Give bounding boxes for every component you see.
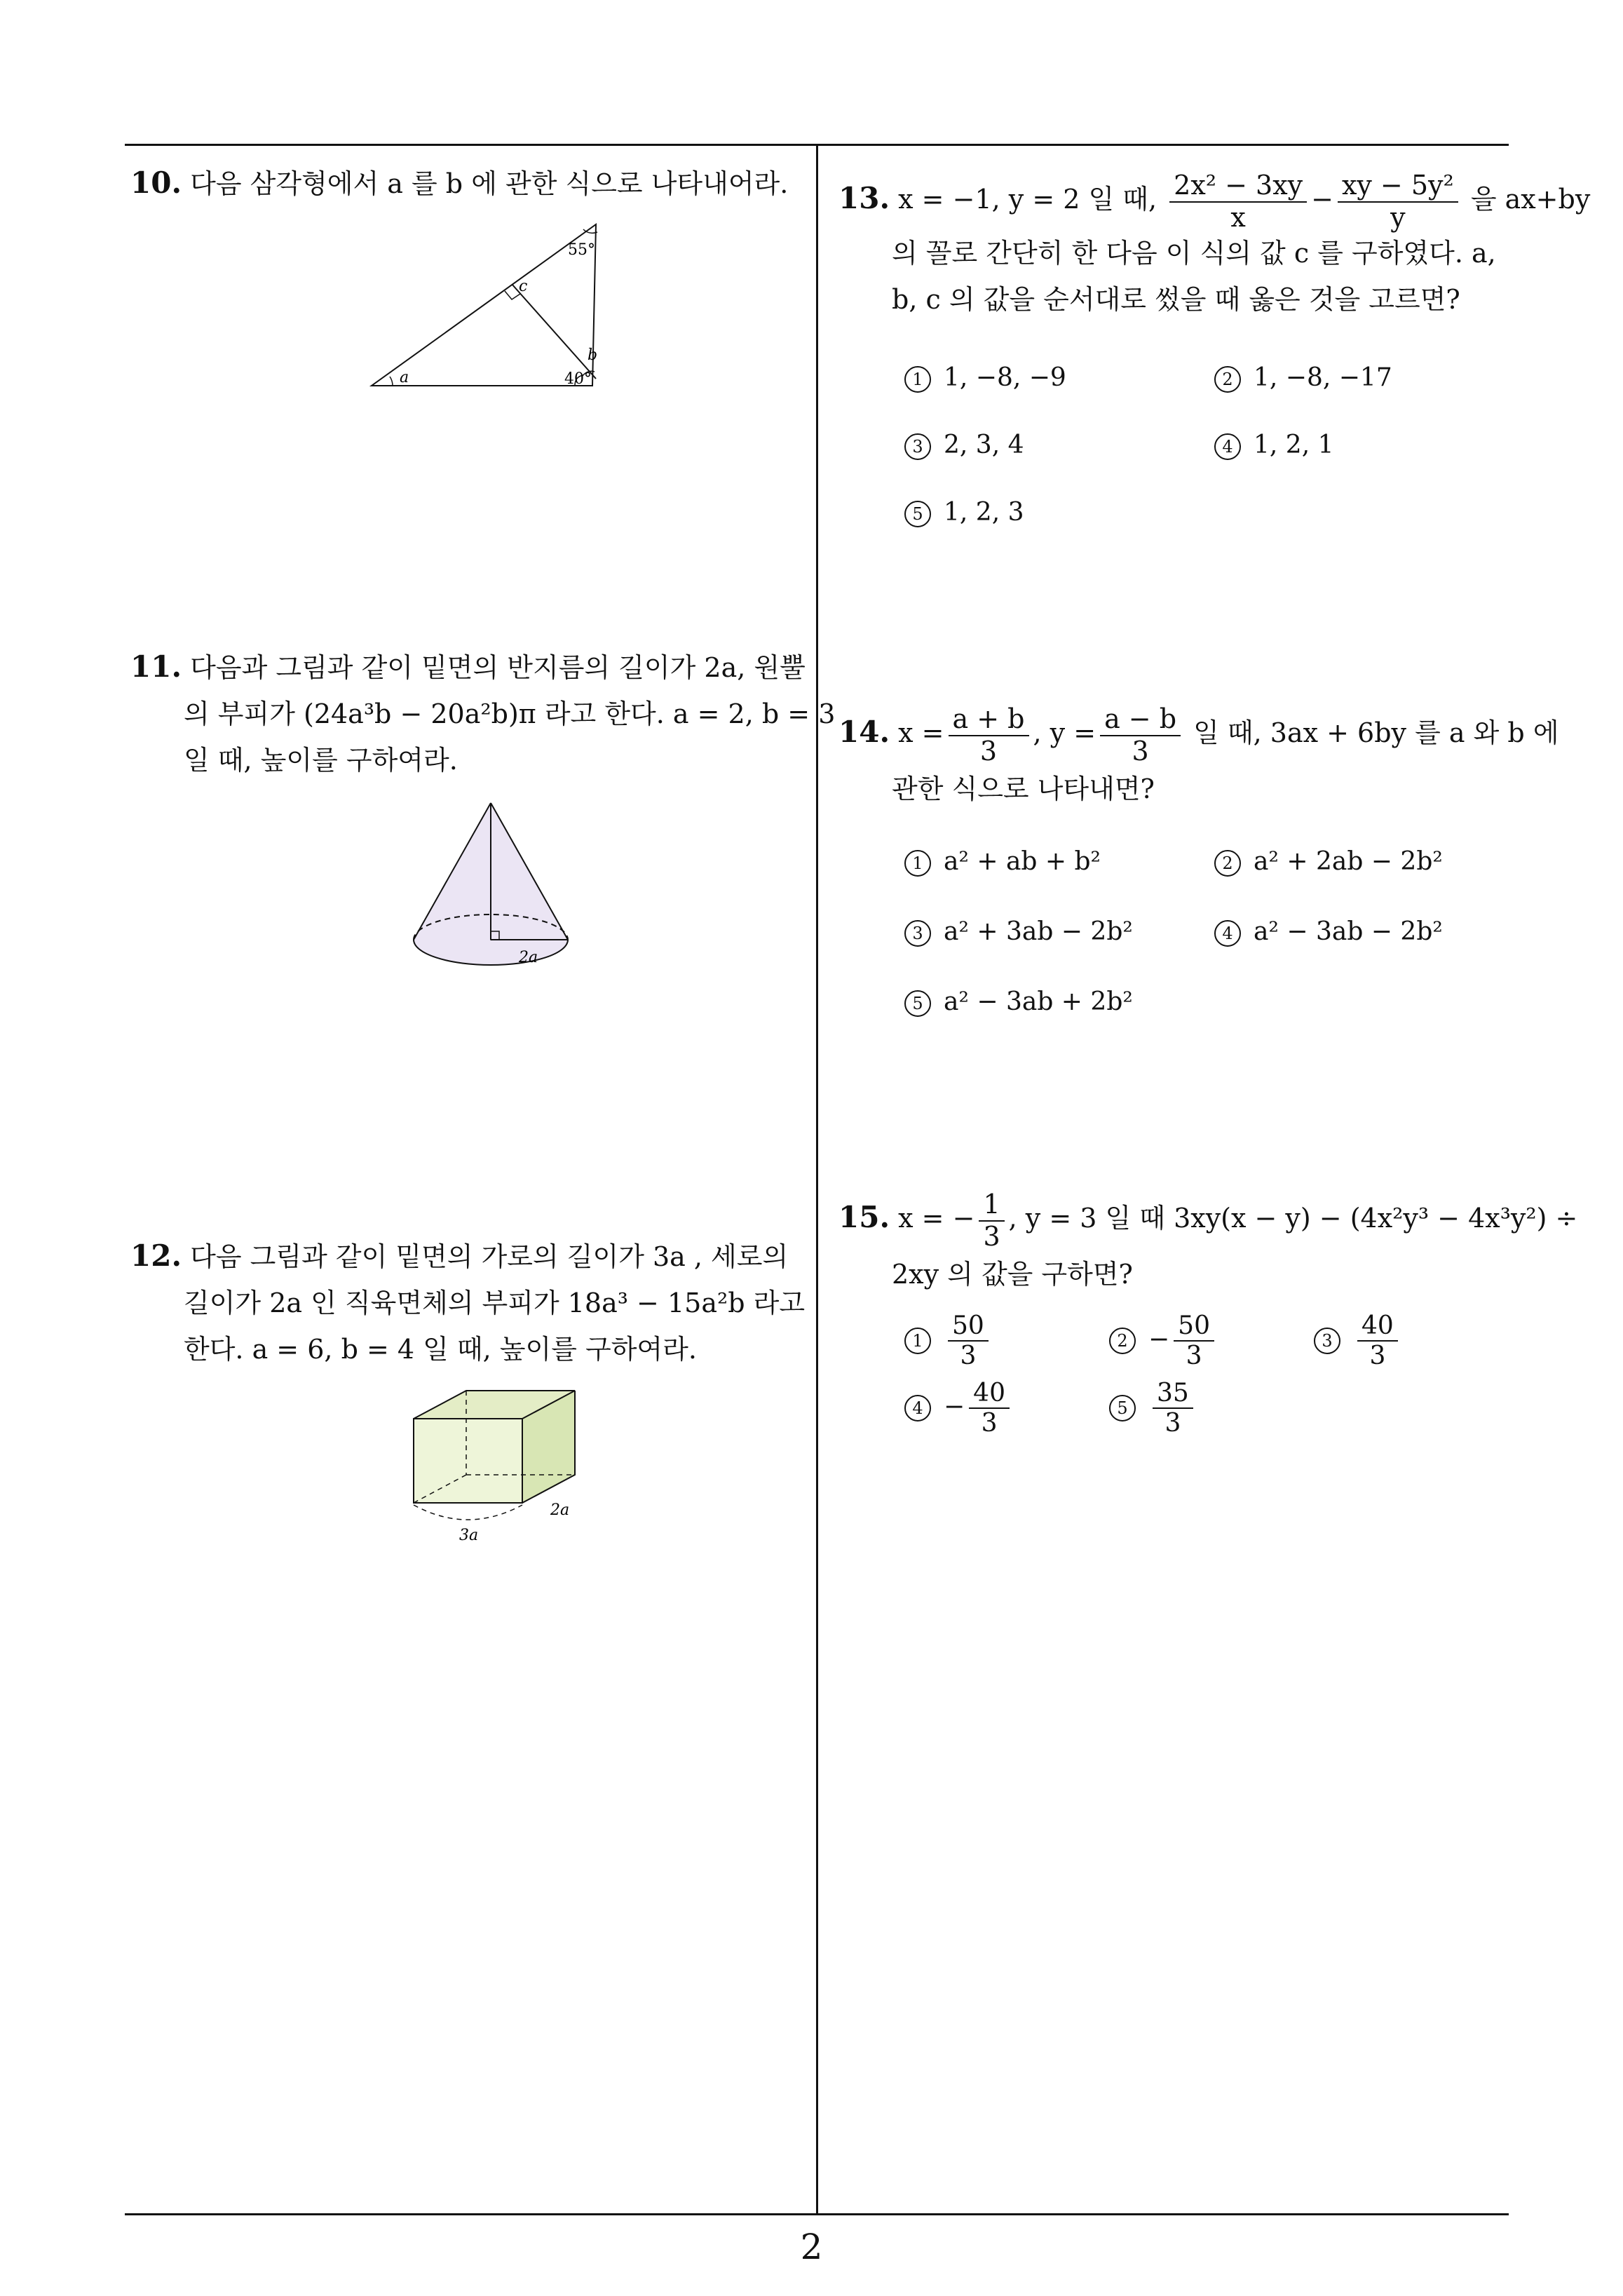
depth-label: 2a bbox=[550, 1501, 570, 1519]
problem-number: 10. bbox=[130, 166, 182, 200]
problem-15 bbox=[838, 1184, 1577, 1297]
choice-3[interactable]: 3 2, 3, 4 bbox=[904, 431, 1024, 460]
problem-11 bbox=[130, 644, 835, 783]
problem-lead: x = −1, y = 2 일 때, bbox=[898, 184, 1157, 215]
x-equals: x = bbox=[898, 717, 944, 748]
problem-text-line2: 의 부피가 (24a³b − 20a²b)π 라고 한다. a = 2, b = 3 bbox=[184, 698, 836, 729]
problem-text-line2: 관한 식으로 나타내면? bbox=[892, 774, 1155, 804]
page-number: 2 bbox=[800, 2227, 823, 2267]
angle-c-label: c bbox=[519, 278, 528, 295]
triangle-figure bbox=[365, 221, 624, 393]
problem-tail: , y = 3 일 때 3xy(x − y) − (4x²y³ − 4x³y²) ÷ bbox=[1008, 1203, 1578, 1234]
radius-label: 2a bbox=[519, 949, 538, 966]
cuboid-figure bbox=[410, 1387, 582, 1545]
choice-4[interactable]: 4 − $\frac{40}{3}$ bbox=[904, 1379, 1014, 1438]
choice-2[interactable]: 2 1, −8, −17 bbox=[1214, 363, 1392, 393]
problem-10 bbox=[130, 160, 788, 207]
angle-b-label: b bbox=[588, 346, 598, 364]
problem-number: 15. bbox=[838, 1200, 890, 1234]
problem-tail: 을 ax+by bbox=[1470, 184, 1591, 215]
choice-5[interactable]: 5 $\frac{35}{3}$ bbox=[1109, 1379, 1197, 1438]
angle-a-label: a bbox=[400, 369, 409, 386]
choice-5[interactable]: 5 1, 2, 3 bbox=[904, 498, 1024, 527]
problem-text-line2: 길이가 2a 인 직육면체의 부피가 18a³ − 15a²b 라고 bbox=[184, 1288, 806, 1318]
choice-1[interactable]: 1 1, −8, −9 bbox=[904, 363, 1066, 393]
bottom-rule bbox=[125, 2213, 1509, 2215]
angle-55-label: 55° bbox=[568, 241, 595, 259]
fraction: $\frac{1}{3}$ bbox=[979, 1189, 1004, 1252]
choice-5[interactable]: 5 a² − 3ab + 2b² bbox=[904, 987, 1133, 1017]
choice-1[interactable]: 1 a² + ab + b² bbox=[904, 847, 1101, 877]
x-equals: x = − bbox=[898, 1203, 975, 1234]
choice-2[interactable]: 2 − $\frac{50}{3}$ bbox=[1109, 1311, 1218, 1371]
choice-2[interactable]: 2 a² + 2ab − 2b² bbox=[1214, 847, 1443, 877]
choice-3[interactable]: 3 $\frac{40}{3}$ bbox=[1314, 1311, 1402, 1371]
y-equals: , y = bbox=[1033, 717, 1096, 748]
problem-number: 12. bbox=[130, 1238, 182, 1273]
problem-text-line2: 의 꼴로 간단히 한 다음 이 식의 값 c 를 구하였다. a, bbox=[892, 238, 1496, 269]
fraction-1: $\frac{\text{2x² − 3xy}}{x}$ bbox=[1169, 170, 1307, 233]
problem-number: 11. bbox=[130, 649, 182, 684]
problem-number: 14. bbox=[838, 715, 890, 749]
choice-1[interactable]: 1 $\frac{50}{3}$ bbox=[904, 1311, 993, 1371]
minus-sign: − bbox=[1311, 184, 1333, 215]
problem-text-line1: 다음과 그림과 같이 밑면의 반지름의 길이가 2a, 원뿔 bbox=[190, 652, 806, 683]
problem-text-line2: 2xy 의 값을 구하면? bbox=[892, 1259, 1133, 1290]
problem-text-line1: 다음 그림과 같이 밑면의 가로의 길이가 3a , 세로의 bbox=[190, 1241, 789, 1272]
problem-text-line3: b, c 의 값을 순서대로 썼을 때 옳은 것을 고르면? bbox=[892, 284, 1460, 315]
problem-tail: 일 때, 3ax + 6by 를 a 와 b 에 bbox=[1193, 717, 1559, 748]
problem-text-line3: 일 때, 높이를 구하여라. bbox=[184, 745, 458, 776]
choice-4[interactable]: 4 1, 2, 1 bbox=[1214, 431, 1334, 460]
column-divider bbox=[816, 144, 818, 2213]
fraction-1: $\frac{a + b}{3}$ bbox=[949, 704, 1029, 767]
angle-40-label: 40° bbox=[564, 370, 592, 388]
problem-text-line3: 한다. a = 6, b = 4 일 때, 높이를 구하여라. bbox=[184, 1334, 697, 1365]
width-label: 3a bbox=[459, 1527, 479, 1544]
problem-number: 13. bbox=[838, 181, 890, 215]
cone-figure bbox=[410, 799, 592, 983]
problem-12 bbox=[130, 1233, 805, 1372]
choice-4[interactable]: 4 a² − 3ab − 2b² bbox=[1214, 917, 1443, 947]
problem-text: 다음 삼각형에서 a 를 b 에 관한 식으로 나타내어라. bbox=[190, 168, 789, 199]
fraction-2: $\frac{\text{xy − 5y²}}{y}$ bbox=[1338, 170, 1458, 233]
choice-3[interactable]: 3 a² + 3ab − 2b² bbox=[904, 917, 1133, 947]
fraction-2: $\frac{a - b}{3}$ bbox=[1100, 704, 1181, 767]
problem-13 bbox=[838, 167, 1590, 323]
problem-14 bbox=[838, 698, 1559, 812]
